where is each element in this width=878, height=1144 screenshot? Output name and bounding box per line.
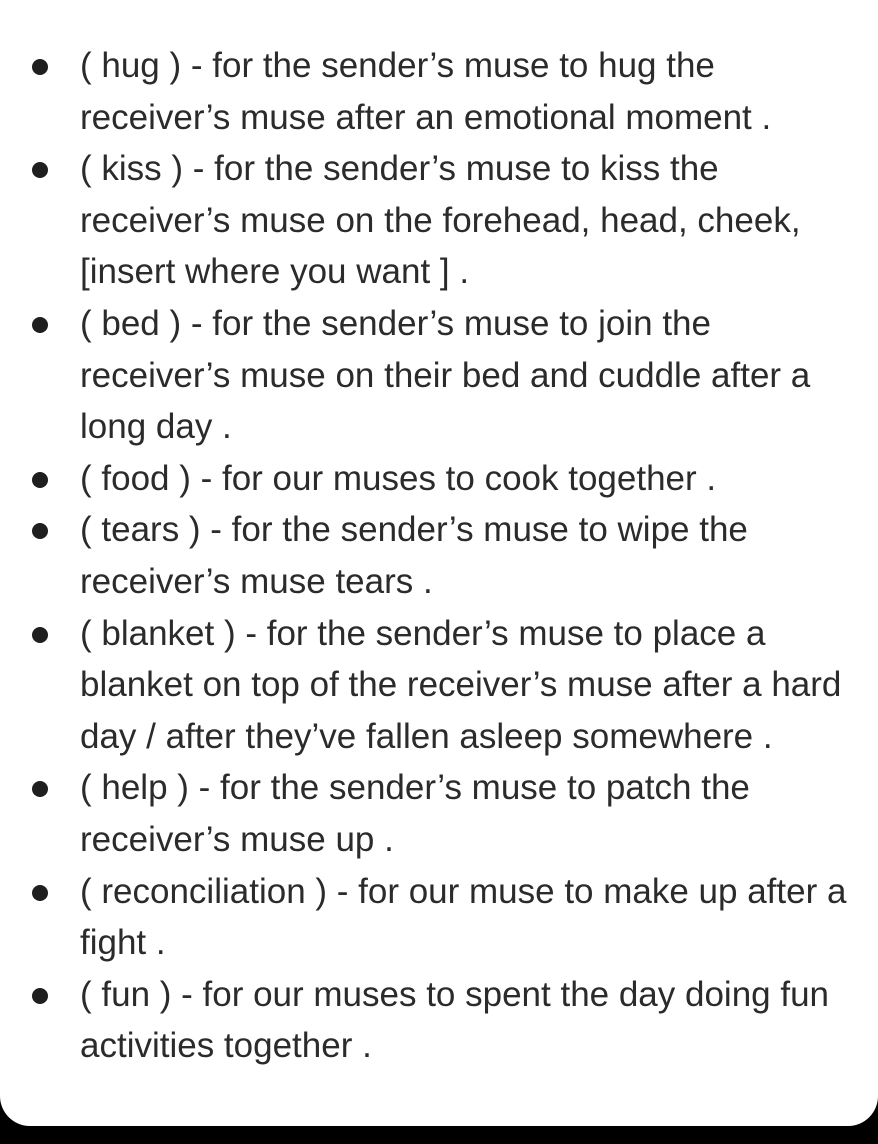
list-item-text: ( fun ) - for our muses to spent the day doing fun activities together . <box>80 974 830 1066</box>
bullet-list <box>0 40 878 1072</box>
list-item-hug <box>0 40 878 143</box>
bullet-icon <box>32 781 48 797</box>
list-item-blanket <box>0 608 878 763</box>
list-item-fun <box>0 969 878 1072</box>
list-item-tears <box>0 504 878 607</box>
list-item-reconciliation <box>0 866 878 969</box>
bullet-icon <box>32 988 48 1004</box>
list-item-text: ( kiss ) - for the sender’s muse to kiss the receiver’s muse on the forehead, head, cheek, [insert where you want ] . <box>80 149 801 292</box>
list-item-help <box>0 762 878 865</box>
list-item-text: ( help ) - for the sender’s muse to patch the receiver’s muse up . <box>80 768 750 859</box>
list-item-text: ( reconciliation ) - for our muse to make up after a fight . <box>80 871 847 963</box>
list-item-text: ( tears ) - for the sender’s muse to wipe the receiver’s muse tears . <box>80 510 748 601</box>
list-item-text: ( food ) - for our muses to cook together . <box>80 458 717 498</box>
bullet-icon <box>32 523 48 539</box>
list-item-text: ( hug ) - for the sender’s muse to hug the receiver’s muse after an emotional moment . <box>80 46 772 137</box>
bullet-icon <box>32 317 48 333</box>
bullet-icon <box>32 885 48 901</box>
list-item-bed <box>0 298 878 453</box>
bullet-icon <box>32 472 48 488</box>
bullet-icon <box>32 627 48 643</box>
list-item-food <box>0 453 878 505</box>
list-item-text: ( bed ) - for the sender’s muse to join the receiver’s muse on their bed and cuddle after a long day . <box>80 303 811 447</box>
bullet-icon <box>32 59 48 75</box>
list-item-text: ( blanket ) - for the sender’s muse to place a blanket on top of the receiver’s muse after a hard day / after they’ve fallen asleep somewhere . <box>80 613 842 756</box>
list-item-kiss <box>0 143 878 298</box>
bullet-icon <box>32 162 48 178</box>
